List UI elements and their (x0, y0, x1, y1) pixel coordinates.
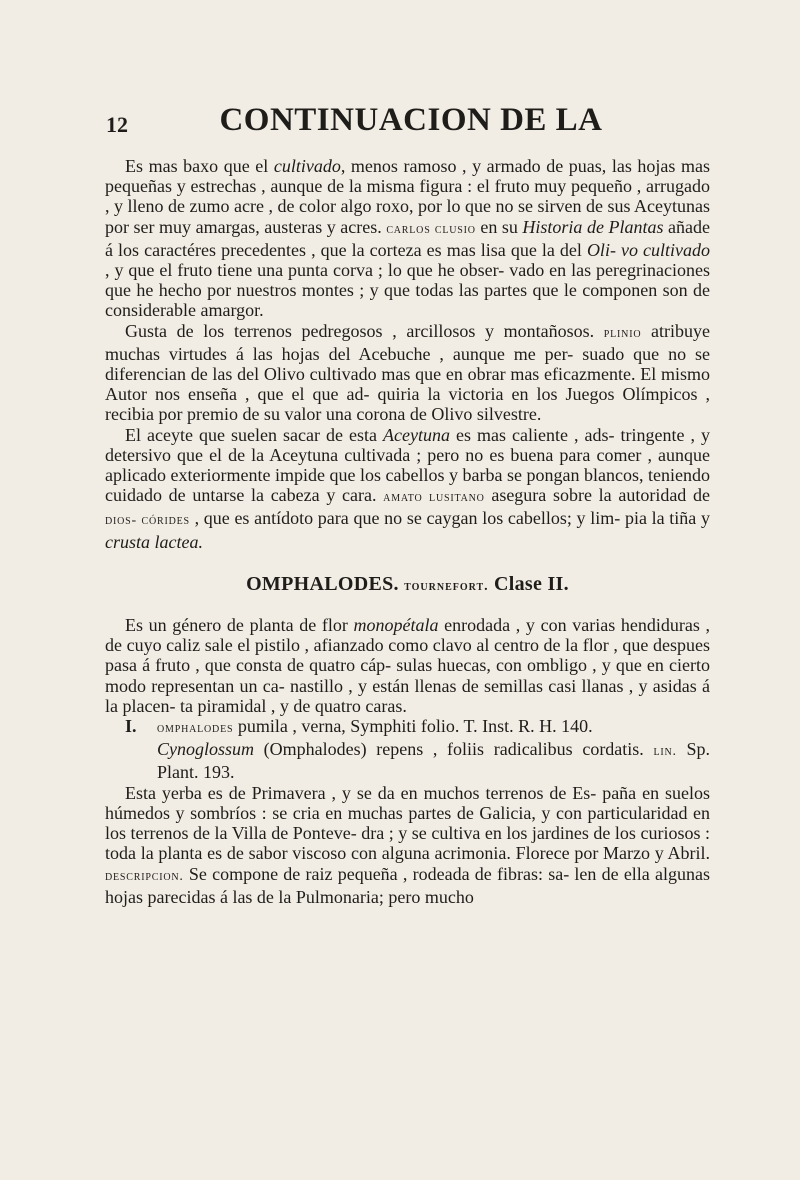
text-run: El aceyte que suelen sacar de esta (125, 424, 383, 445)
author-abbrev: lin. (653, 744, 677, 760)
italic-term: Historia de Plantas (522, 216, 664, 237)
body-text (105, 156, 710, 907)
genus-name: OMPHALODES. (246, 572, 399, 595)
text-run: , menos ramoso , y armado de puas, las hojas mas pequeñas y estrechas , aunque de la misma figura : el fruto muy pequeño , arrugado , y lleno de zumo acre , de color algo roxo, por lo que no se sirven de sus Aceytunas por ser muy amargas, austeras y acres. (105, 156, 710, 237)
text-run: , y que el fruto tiene una punta corva ; lo que he obser- vado en las peregrinaciones que he hecho por nuestros montes ; y que todas las partes que le componen son de considerable amargor. (105, 260, 710, 321)
author-name: plinio (603, 325, 642, 341)
author-name: carlos clusio (386, 221, 476, 237)
text-run: pumila , verna, Symphiti folio. T. Inst. R. H. 140. (233, 716, 593, 737)
text-run: Gusta de los terrenos pedregosos , arcillosos y montañosos. (125, 320, 604, 341)
text-run: Esta yerba es de Primavera , y se da en muchos terrenos de Es- paña en suelos húmedos y sombríos : se cria en muchas partes de Galicia, y con particularidad en los terrenos de la Villa de Ponteve- dra ; y se cultiva en los jardines de los curiosos : toda la planta es de sabor viscoso con alguna acrimonia. Florece por Marzo y Abril. (105, 782, 710, 864)
running-head (68, 102, 718, 152)
text-run: Es un género de planta de flor (125, 615, 354, 636)
species-synonym (105, 739, 710, 782)
author-name: amato lusitano (383, 490, 485, 506)
species-name: omphalodes (157, 721, 234, 737)
page-header-title: CONTINUACION DE LA (219, 102, 603, 138)
section-class: Clase II. (493, 572, 569, 595)
page-number: 12 (106, 112, 128, 137)
text-run: asegura sobre la autoridad de (484, 485, 710, 506)
author-name: dios- córides (105, 513, 190, 529)
section-heading (105, 574, 710, 597)
paragraph (105, 321, 710, 425)
text-run: enrodada , y con varias hendiduras , de cuyo caliz sale el pistilo , afianzado como clavo al centro de la flor , que despues pasa á fruto , que consta de quatro cáp- sulas huecas, con ombligo , y que en cierto modo representan un ca- nastillo , y están llenas de semillas casi llanas , y asidas á la placen- ta piramidal , y de quatro caras. (105, 615, 710, 716)
species-entry (105, 716, 710, 739)
text-run: (Omphalodes) repens , foliis radicalibus cordatis. (254, 739, 654, 760)
species-number: I. (125, 716, 137, 737)
text-run: Es mas baxo que el (125, 156, 274, 176)
paragraph (105, 425, 710, 552)
text-run: en su (475, 216, 523, 237)
italic-term: Cynoglossum (157, 739, 255, 760)
italic-term: Aceytuna (382, 424, 450, 445)
section-author: tournefort. (404, 578, 489, 594)
paragraph (105, 783, 710, 907)
text-run: es mas caliente , ads- tringente , y detersivo que el de la Aceytuna cultivada ; pero no es buena para comer , aunque aplicado exteriormente impide que los cabellos y barba se pongan blancos, teniendo cuidado de untarse la cabeza y cara. (105, 424, 710, 506)
section-label: descripcion. (105, 868, 184, 884)
paragraph (105, 156, 710, 321)
text-run: , que es antídoto para que no se caygan los cabellos; y lim- pia la tiña y (189, 508, 710, 529)
italic-term: cultivado (273, 156, 341, 176)
italic-term: crusta lactea. (105, 531, 203, 552)
text-run: añade á los caractéres precedentes , que la corteza es mas lisa que la del (105, 216, 711, 260)
text-run: Sp. Plant. 193. (157, 739, 711, 783)
text-run: Se compone de raiz pequeña , rodeada de fibras: sa- len de ella algunas hojas parecidas á las de la Pulmonaria; pero mucho (105, 863, 710, 907)
paragraph (105, 615, 710, 716)
text-run: atribuye muchas virtudes á las hojas del Acebuche , aunque me per- suado que no se diferencian de las del Olivo cultivado mas que en obrar mas eficazmente. El mismo Autor nos enseña , que el que ad- quiria la victoria en los Juegos Olímpicos , recibia por premio de su valor una corona de Olivo silvestre. (105, 320, 710, 425)
italic-term: Oli- vo cultivado (586, 239, 710, 260)
italic-term: monopétala (353, 615, 439, 636)
